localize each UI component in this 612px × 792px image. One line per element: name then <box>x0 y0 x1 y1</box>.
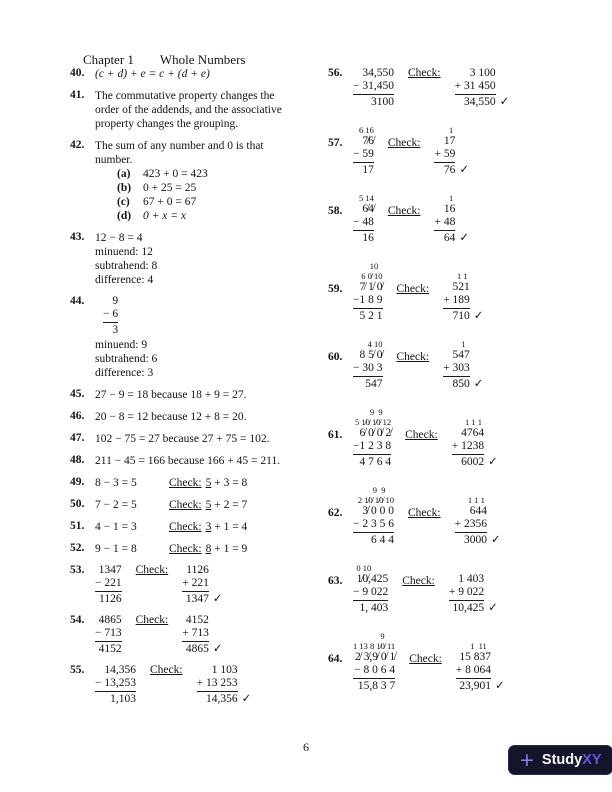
problem-number: 50. <box>70 498 85 510</box>
sub-item-text: 423 + 0 = 423 <box>143 168 208 180</box>
borrow-digits-top: 10 <box>369 261 383 271</box>
problem-item-62 <box>328 485 594 547</box>
addend-row: 1 403 <box>458 573 485 585</box>
problem-text: subtrahend: 8 <box>95 260 158 272</box>
sum-row: 6002 <box>461 456 485 468</box>
check-label: Check: <box>408 507 441 519</box>
check-mark: ✓ <box>459 164 469 176</box>
problem-number: 48. <box>70 454 85 466</box>
problem-number: 64. <box>328 653 343 665</box>
subtraction-block <box>353 125 374 177</box>
subtrahend-row: − 30 3 <box>353 362 383 377</box>
subtrahend-row: − 6 <box>103 308 118 323</box>
difference-row: 5 2 1 <box>359 310 383 322</box>
addition-block <box>455 67 496 109</box>
check-label: Check: <box>387 137 421 149</box>
check-label: Check: <box>405 429 438 441</box>
subtraction-with-check <box>353 485 501 547</box>
subtraction-with-check <box>353 261 483 323</box>
problem-number: 55. <box>70 664 85 676</box>
plus-row: + 31 450 <box>455 80 496 95</box>
addend-row: 1 103 <box>211 664 238 676</box>
check-label: Check: <box>169 521 202 533</box>
minuend-row-crossed: 2̸ 3̸,9̸ 0̸ 1̸ <box>354 651 396 663</box>
minuend-row-crossed: 7̸ 1̸ 0̸ <box>359 281 383 293</box>
logo-text <box>542 752 602 768</box>
problem-text: 102 − 75 = 27 because 27 + 75 = 102. <box>95 433 270 445</box>
borrow-digits-top: 9 9 <box>372 485 394 495</box>
problem-item-53 <box>70 564 322 606</box>
subtrahend-row: − 221 <box>95 577 122 592</box>
plus-row: + 221 <box>182 577 209 592</box>
check-label: Check: <box>396 283 430 295</box>
problem-item-57 <box>328 125 594 177</box>
problem-item-54 <box>70 614 322 656</box>
sum-row: 34,550 <box>463 96 496 108</box>
difference-row: 1126 <box>99 593 122 605</box>
problem-text: minuend: 12 <box>95 246 153 258</box>
problem-text: 20 − 8 = 12 because 12 + 8 = 20. <box>95 411 247 423</box>
problem-item-41 <box>70 89 322 131</box>
check-first-term: 8 <box>205 543 212 555</box>
subtraction-block <box>353 67 394 109</box>
subtrahend-row: − 48 <box>353 216 374 231</box>
subtraction-block <box>353 407 391 469</box>
check-first-term: 5 <box>205 477 212 489</box>
sub-item-b <box>117 181 322 195</box>
subtrahend-row: − 59 <box>353 148 374 163</box>
addend-row: 4152 <box>185 614 209 626</box>
check-equation-rest: + 1 = 9 <box>211 543 248 555</box>
sub-item-d <box>117 209 322 223</box>
problem-text: The commutative property changes the <box>95 90 275 102</box>
minuend-row-crossed: 7̸6̸ <box>362 135 374 147</box>
equation: 4 − 1 = 3 <box>95 521 137 533</box>
addition-block <box>449 573 484 615</box>
sub-item-label: (d) <box>117 210 132 222</box>
subtraction-with-check <box>353 407 498 469</box>
addition-block <box>455 495 487 547</box>
minuend-row-crossed: 6̸4̸ <box>362 203 374 215</box>
problem-item-58 <box>328 193 594 245</box>
subtraction-block <box>353 631 395 693</box>
addend-row: 16 <box>443 203 456 215</box>
addition-block <box>434 125 455 177</box>
check-mark: ✓ <box>212 643 223 655</box>
problem-item-42 <box>70 139 322 223</box>
subtraction-with-check <box>353 67 509 109</box>
problem-item-45 <box>70 388 322 402</box>
plus-row: + 13 253 <box>197 677 238 692</box>
problem-item-60 <box>328 339 594 391</box>
problem-text: The sum of any number and 0 is that <box>95 140 264 152</box>
problem-item-64 <box>328 631 594 693</box>
addend-row: 15 837 <box>459 651 492 663</box>
difference-row: 16 <box>362 232 374 244</box>
sub-item-label: (a) <box>117 168 131 180</box>
sub-item-text: 67 + 0 = 67 <box>143 196 197 208</box>
problem-number: 45. <box>70 388 85 400</box>
check-mark: ✓ <box>490 534 501 546</box>
borrow-digits-top: 9 <box>380 631 396 641</box>
problem-text: 211 − 45 = 166 because 166 + 45 = 211. <box>95 455 281 467</box>
difference-row: 4 7 6 4 <box>359 456 392 468</box>
problem-number: 41. <box>70 89 85 101</box>
chapter-title: Whole Numbers <box>159 52 246 67</box>
check-label: Check: <box>135 614 169 626</box>
plus-row: + 48 <box>434 216 455 231</box>
sub-item-label: (c) <box>117 196 130 208</box>
minuend-row-crossed: 6̸ 0̸ 0̸ 2̸ <box>359 427 392 439</box>
sum-row: 4865 <box>185 643 209 655</box>
subtraction-block <box>95 614 122 656</box>
sum-row: 10,425 <box>452 602 485 614</box>
problem-text: difference: 3 <box>95 367 154 379</box>
difference-row: 15,8 3 7 <box>357 680 396 692</box>
problem-item-52 <box>70 542 322 556</box>
subtraction-with-check <box>353 631 505 693</box>
minuend-row: 34,550 <box>362 67 394 79</box>
subtraction-block <box>353 563 388 615</box>
plus-icon: + <box>519 748 535 771</box>
borrow-digits: 5 14 <box>359 193 374 203</box>
problem-text: difference: 4 <box>95 274 154 286</box>
problem-number: 42. <box>70 139 85 151</box>
borrow-digits: 0 10 <box>356 563 389 573</box>
sub-item-text: 0 + 25 = 25 <box>143 182 197 194</box>
problem-text: property changes the grouping. <box>95 118 239 130</box>
problem-number: 53. <box>70 564 85 576</box>
problem-item-50 <box>70 498 322 512</box>
problem-number: 49. <box>70 476 85 488</box>
check-label: Check: <box>409 653 442 665</box>
addition-block <box>182 564 209 606</box>
check-label: Check: <box>169 477 202 489</box>
logo-brand-text: Study <box>541 752 583 768</box>
check-label: Check: <box>408 67 441 79</box>
problem-text: minuend: 9 <box>95 339 148 351</box>
problem-number: 61. <box>328 429 343 441</box>
problem-item-59 <box>328 261 594 323</box>
difference-row: 4152 <box>98 643 122 655</box>
check-equation-rest: + 2 = 7 <box>211 499 248 511</box>
subtraction-with-check <box>95 564 222 606</box>
problem-text: order of the addends, and the associative <box>95 104 282 116</box>
carry-digits: 1 <box>461 339 470 349</box>
problem-number: 43. <box>70 231 85 243</box>
sum-row: 14,356 <box>205 693 238 705</box>
problem-number: 54. <box>70 614 85 626</box>
addend-row: 521 <box>452 281 470 293</box>
check-label: Check: <box>169 543 202 555</box>
borrow-digits: 6 16 <box>359 125 374 135</box>
plus-row: + 9 022 <box>449 586 484 601</box>
subtrahend-row: − 713 <box>95 627 122 642</box>
problem-number: 62. <box>328 507 343 519</box>
minuend-row: 4865 <box>98 614 122 626</box>
sum-row: 1347 <box>185 593 209 605</box>
sub-item-c <box>117 195 322 209</box>
problem-item-48 <box>70 454 322 468</box>
check-label: Check: <box>135 564 169 576</box>
subtrahend-row: − 9 022 <box>353 586 388 601</box>
problem-number: 40. <box>70 67 85 79</box>
minuend-row: 14,356 <box>104 664 136 676</box>
plus-row: + 8 064 <box>456 664 491 679</box>
problem-item-55 <box>70 664 322 706</box>
plus-row: + 189 <box>443 294 470 309</box>
subtrahend-row: − 2 3 5 6 <box>353 518 394 533</box>
plus-row: + 1238 <box>452 440 484 455</box>
difference-row: 1, 403 <box>359 602 389 614</box>
problem-item-51 <box>70 520 322 534</box>
check-label: Check: <box>169 499 202 511</box>
borrow-digits-top: 9 9 <box>369 407 392 417</box>
difference-row: 1,103 <box>110 693 136 705</box>
addend-row: 644 <box>469 505 487 517</box>
check-label: Check: <box>402 575 435 587</box>
problem-item-44 <box>70 295 322 380</box>
check-mark: ✓ <box>473 310 484 322</box>
subtraction-block <box>95 564 122 606</box>
plus-row: + 59 <box>434 148 455 163</box>
subtraction-with-check <box>95 664 251 706</box>
carry-digits: 1 1 1 <box>467 495 487 505</box>
check-mark: ✓ <box>488 456 498 468</box>
addition-block <box>434 193 455 245</box>
problem-number: 47. <box>70 432 85 444</box>
carry-digits: 1 11 <box>470 641 492 651</box>
addition-block <box>182 614 209 656</box>
subtraction-with-check <box>353 125 469 177</box>
problem-number: 46. <box>70 410 85 422</box>
difference-row: 3 <box>112 324 119 336</box>
problem-number: 52. <box>70 542 85 554</box>
check-label: Check: <box>387 205 421 217</box>
subtraction-block <box>353 485 394 547</box>
addition-block <box>197 664 238 706</box>
sum-row: 76 <box>443 164 456 176</box>
check-mark: ✓ <box>499 96 510 108</box>
check-mark: ✓ <box>212 593 223 605</box>
sub-item-a <box>117 167 322 181</box>
problem-item-46 <box>70 410 322 424</box>
subtrahend-row: −1 8 9 <box>353 294 383 309</box>
subtraction-with-check <box>353 563 498 615</box>
sum-row: 23,901 <box>459 680 492 692</box>
addend-row: 1126 <box>186 564 209 576</box>
subtrahend-row: − 8 0 6 4 <box>353 664 395 679</box>
sub-item-text: 0 + x = x <box>143 210 186 222</box>
problem-item-63 <box>328 563 594 615</box>
equation: 8 − 3 = 5 <box>95 477 137 489</box>
problem-number: 63. <box>328 575 343 587</box>
problem-number: 57. <box>328 137 343 149</box>
carry-digits: 1 1 1 <box>464 417 485 427</box>
problem-text: 27 − 9 = 18 because 18 + 9 = 27. <box>95 389 247 401</box>
check-first-term: 3 <box>205 521 212 533</box>
problem-number: 59. <box>328 283 343 295</box>
check-equation-rest: + 1 = 4 <box>211 521 248 533</box>
problem-item-40 <box>70 67 322 81</box>
addend-row: 4764 <box>461 427 485 439</box>
problem-number: 56. <box>328 67 343 79</box>
addition-block <box>456 641 491 693</box>
right-column <box>328 67 594 709</box>
subtraction-block <box>103 295 118 337</box>
subtraction-block <box>353 193 374 245</box>
difference-row: 3100 <box>371 96 394 108</box>
addend-row: 547 <box>452 349 470 361</box>
problem-item-43 <box>70 231 322 287</box>
check-label: Check: <box>396 351 430 363</box>
minuend-row: 1347 <box>98 564 122 576</box>
plus-row: + 303 <box>443 362 470 377</box>
check-first-term: 5 <box>205 499 212 511</box>
carry-digits: 1 1 <box>456 271 470 281</box>
subtraction-with-check <box>353 193 469 245</box>
check-mark: ✓ <box>488 602 498 614</box>
borrow-digits: 6 0̸ 10 <box>361 271 383 281</box>
problem-number: 51. <box>70 520 85 532</box>
problem-text: 12 − 8 = 4 <box>95 232 143 244</box>
problem-text: number. <box>95 154 133 166</box>
plus-row: + 713 <box>182 627 209 642</box>
addition-block <box>443 271 470 323</box>
problem-number: 60. <box>328 351 343 363</box>
borrow-digits: 2 1̸0̸ 1̸0̸ 10 <box>357 495 394 505</box>
page-number: 6 <box>303 740 309 754</box>
difference-row: 17 <box>362 164 374 176</box>
subtraction-with-check <box>353 339 483 391</box>
subtraction-block <box>95 664 136 706</box>
minuend-row-crossed: 3̸ 0 0 0 <box>362 505 394 517</box>
studyxy-logo <box>508 745 612 775</box>
check-mark: ✓ <box>473 378 484 390</box>
plus-row: + 2356 <box>455 518 487 533</box>
borrow-digits: 5 1̸0̸ 1̸0̸ 12 <box>355 417 392 427</box>
left-column <box>70 67 322 714</box>
addend-row: 3 100 <box>469 67 496 79</box>
problem-number: 44. <box>70 295 85 307</box>
subtraction-block <box>353 339 383 391</box>
check-mark: ✓ <box>241 693 252 705</box>
minuend-row: 9 <box>112 295 119 307</box>
difference-row: 6 4 4 <box>371 534 394 546</box>
problem-item-47 <box>70 432 322 446</box>
carry-digits: 1 <box>448 125 456 135</box>
chapter-label: Chapter 1 <box>83 52 134 67</box>
subtrahend-row: − 13,253 <box>95 677 136 692</box>
problem-item-61 <box>328 407 594 469</box>
problem-item-56 <box>328 67 594 109</box>
minuend-row-crossed: 8 5̸ 0̸ <box>359 349 383 361</box>
sum-row: 710 <box>452 310 470 322</box>
check-mark: ✓ <box>495 680 505 692</box>
problem-item-49 <box>70 476 322 490</box>
minuend-row-crossed: 1̸0̸,425 <box>356 573 389 585</box>
equation: 7 − 2 = 5 <box>95 499 137 511</box>
borrow-digits: 4 10 <box>367 339 383 349</box>
sum-row: 64 <box>443 232 456 244</box>
problem-text: subtrahend: 6 <box>95 353 158 365</box>
check-mark: ✓ <box>459 232 469 244</box>
subtrahend-row: − 31,450 <box>353 80 394 95</box>
addition-block <box>452 417 484 469</box>
equation: 9 − 1 = 8 <box>95 543 137 555</box>
addition-block <box>443 339 470 391</box>
difference-row: 547 <box>365 378 383 390</box>
sum-row: 850 <box>452 378 470 390</box>
check-label: Check: <box>150 664 183 676</box>
carry-digits: 1 <box>448 193 456 203</box>
subtraction-with-check <box>95 614 222 656</box>
addend-row: 17 <box>443 135 456 147</box>
problem-text: (c + d) + e = c + (d + e) <box>95 68 210 80</box>
borrow-digits: 1 13 8 1̸0̸ 11 <box>353 641 396 651</box>
sum-row: 3000 <box>463 534 487 546</box>
subtraction-block <box>353 261 383 323</box>
check-equation-rest: + 3 = 8 <box>211 477 248 489</box>
sub-item-label: (b) <box>117 182 132 194</box>
subtrahend-row: −1 2 3 8 <box>353 440 391 455</box>
problem-number: 58. <box>328 205 343 217</box>
logo-suffix-text: XY <box>582 752 602 768</box>
